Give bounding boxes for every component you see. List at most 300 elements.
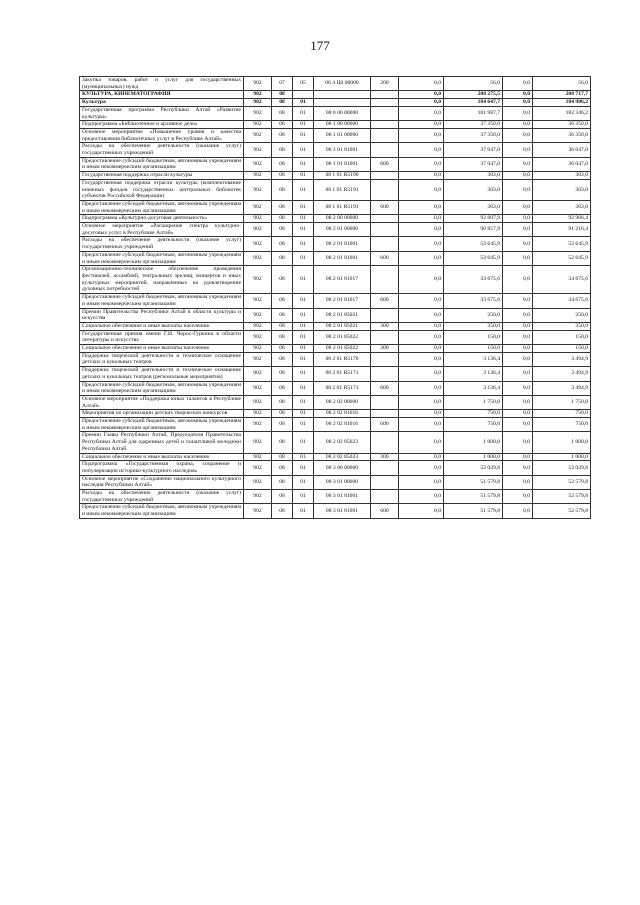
subsection-code: 01 [293, 308, 314, 322]
amount-4: 150,0 [533, 345, 591, 353]
amount-4: 150,0 [533, 330, 591, 344]
amount-4: 34 675,6 [533, 266, 591, 294]
expense-type-code [371, 330, 399, 344]
target-article-code: 08 2 00 00000 [314, 215, 371, 223]
section-code: 08 [272, 322, 293, 330]
amount-3: 0,0 [503, 308, 533, 322]
table-row [80, 200, 591, 214]
section-code: 08 [272, 99, 293, 107]
target-article-code: 08 0 00 00000 [314, 106, 371, 120]
ministry-code: 902 [244, 143, 272, 157]
subsection-code: 01 [293, 121, 314, 129]
amount-2: 51 579,8 [444, 490, 503, 504]
row-name: Премии Правительства Республики Алтай в области культуры и искусства [80, 308, 244, 322]
amount-3: 0,0 [503, 352, 533, 366]
section-code: 08 [272, 381, 293, 395]
amount-3: 0,0 [503, 490, 533, 504]
amount-4: 52 645,9 [533, 251, 591, 265]
table-row [80, 215, 591, 223]
amount-1: 0,0 [399, 223, 444, 237]
subsection-code: 01 [293, 490, 314, 504]
amount-4: 91 216,4 [533, 223, 591, 237]
row-name: Государственная премия имени Г.И. Чорос-Гуркина в области литературы и искусства [80, 330, 244, 344]
amount-3: 0,0 [503, 504, 533, 518]
expense-type-code: 300 [371, 453, 399, 461]
row-name: Организационно-техническое обеспечение проведения фестивалей, ассамблей, театральных зрелищ, концертов и иных культурных мероприятий, направленных на удовлетворение духовных потребностей [80, 266, 244, 294]
subsection-code: 01 [293, 432, 314, 453]
amount-3: 0,0 [503, 345, 533, 353]
section-code: 08 [272, 490, 293, 504]
ministry-code: 902 [244, 322, 272, 330]
section-code: 08 [272, 251, 293, 265]
amount-1: 0,0 [399, 352, 444, 366]
row-name: Премии Главы Республики Алтай, Председателя Правительства Республики Алтай для одаренных детей и талантливой молодежи Республики Алтай [80, 432, 244, 453]
amount-2: 303,0 [444, 200, 503, 214]
amount-3: 0,0 [503, 251, 533, 265]
target-article-code: 08 2 02 85023 [314, 432, 371, 453]
section-code: 08 [272, 215, 293, 223]
amount-2: 90 857,9 [444, 223, 503, 237]
ministry-code: 902 [244, 330, 272, 344]
section-code: 08 [272, 461, 293, 475]
table-row [80, 461, 591, 475]
ministry-code: 902 [244, 461, 272, 475]
row-name: Основное мероприятие «Повышение уровня и качества предоставления библиотечных услуг в Республике Алтай» [80, 128, 244, 142]
ministry-code: 902 [244, 237, 272, 251]
expense-type-code [371, 91, 399, 99]
amount-2: 181 987,7 [444, 106, 503, 120]
section-code: 08 [272, 352, 293, 366]
ministry-code: 902 [244, 200, 272, 214]
target-article-code: 08 2 02 81016 [314, 410, 371, 418]
subsection-code: 01 [293, 322, 314, 330]
amount-1: 0,0 [399, 251, 444, 265]
amount-4: 3 494,9 [533, 381, 591, 395]
amount-3: 0,0 [503, 453, 533, 461]
amount-1: 0,0 [399, 143, 444, 157]
amount-4: 3 494,9 [533, 367, 591, 381]
amount-3: 0,0 [503, 91, 533, 99]
row-name: Предоставление субсидий бюджетным, автономным учреждениям и иным некоммерческим организациям [80, 381, 244, 395]
amount-4: 34 675,6 [533, 294, 591, 308]
row-name: Поддержка творческой деятельности и техническое оснащение детских и кукольных театров [80, 352, 244, 366]
expense-type-code [371, 352, 399, 366]
target-article-code: 08 2 01 81001 [314, 237, 371, 251]
target-article-code: 08 3 01 00000 [314, 475, 371, 489]
table-row [80, 308, 591, 322]
amount-4: 1 000,0 [533, 453, 591, 461]
ministry-code: 902 [244, 490, 272, 504]
expense-type-code [371, 128, 399, 142]
target-article-code: 08 2 01 81017 [314, 266, 371, 294]
subsection-code: 01 [293, 106, 314, 120]
amount-4: 53 029,8 [533, 461, 591, 475]
amount-2: 51 579,8 [444, 475, 503, 489]
ministry-code: 902 [244, 121, 272, 129]
target-article-code [314, 99, 371, 107]
budget-table-body [80, 77, 591, 519]
expense-type-code [371, 172, 399, 180]
target-article-code: 08 2 01 85021 [314, 308, 371, 322]
amount-4: 52 579,8 [533, 475, 591, 489]
amount-3: 0,0 [503, 322, 533, 330]
amount-2: 53 645,9 [444, 251, 503, 265]
expense-type-code: 600 [371, 294, 399, 308]
expense-type-code [371, 266, 399, 294]
row-name: Поддержка творческой деятельности и техническое оснащение детских и кукольных театров (региональные мероприятия) [80, 367, 244, 381]
amount-1: 0,0 [399, 381, 444, 395]
amount-4: 52 579,8 [533, 504, 591, 518]
amount-1: 0,0 [399, 215, 444, 223]
row-name: КУЛЬТУРА, КИНЕМАТОГРАФИЯ [80, 91, 244, 99]
table-row [80, 432, 591, 453]
section-code: 08 [272, 418, 293, 432]
expense-type-code: 200 [371, 77, 399, 91]
amount-1: 0,0 [399, 475, 444, 489]
table-row [80, 128, 591, 142]
amount-4: 182 346,2 [533, 106, 591, 120]
amount-1: 0,0 [399, 172, 444, 180]
amount-3: 0,0 [503, 99, 533, 107]
amount-4: 56,0 [533, 77, 591, 91]
amount-3: 0,0 [503, 77, 533, 91]
amount-1: 0,0 [399, 453, 444, 461]
expense-type-code [371, 99, 399, 107]
row-name: Подпрограмма «Библиотечное и архивное дело» [80, 121, 244, 129]
table-row [80, 475, 591, 489]
table-row [80, 345, 591, 353]
target-article-code: 08 2 01 81001 [314, 251, 371, 265]
ministry-code: 902 [244, 223, 272, 237]
budget-table [79, 76, 591, 519]
amount-4: 250,0 [533, 322, 591, 330]
amount-4: 303,0 [533, 172, 591, 180]
target-article-code: 08 2 01 00000 [314, 223, 371, 237]
section-code: 08 [272, 330, 293, 344]
amount-4: 303,0 [533, 200, 591, 214]
subsection-code: 01 [293, 330, 314, 344]
amount-2: 92 607,9 [444, 215, 503, 223]
table-row [80, 418, 591, 432]
amount-1: 0,0 [399, 237, 444, 251]
amount-2: 37 047,0 [444, 143, 503, 157]
amount-2: 33 675,6 [444, 294, 503, 308]
section-code: 08 [272, 91, 293, 99]
section-code: 08 [272, 294, 293, 308]
page-number: 177 [310, 38, 330, 53]
ministry-code: 902 [244, 106, 272, 120]
ministry-code: 902 [244, 172, 272, 180]
target-article-code: 08 2 01 85022 [314, 330, 371, 344]
table-row [80, 237, 591, 251]
row-name: Расходы на обеспечение деятельности (оказание услуг) государственных учреждений [80, 143, 244, 157]
target-article-code: 08 1 01 81001 [314, 143, 371, 157]
ministry-code: 902 [244, 77, 272, 91]
amount-3: 0,0 [503, 432, 533, 453]
amount-2: 56,0 [444, 77, 503, 91]
ministry-code: 902 [244, 266, 272, 294]
row-name: Социальное обеспечение и иные выплаты населению [80, 453, 244, 461]
subsection-code: 01 [293, 352, 314, 366]
amount-3: 0,0 [503, 330, 533, 344]
amount-2: 303,0 [444, 179, 503, 200]
expense-type-code: 600 [371, 381, 399, 395]
section-code: 08 [272, 395, 293, 409]
table-row [80, 490, 591, 504]
amount-3: 0,0 [503, 418, 533, 432]
amount-2: 208 275,5 [444, 91, 503, 99]
section-code: 08 [272, 345, 293, 353]
amount-2: 750,0 [444, 418, 503, 432]
ministry-code: 902 [244, 294, 272, 308]
ministry-code: 902 [244, 453, 272, 461]
amount-3: 0,0 [503, 294, 533, 308]
amount-2: 3 136,4 [444, 367, 503, 381]
table-row [80, 223, 591, 237]
section-code: 08 [272, 200, 293, 214]
amount-4: 36 350,0 [533, 128, 591, 142]
subsection-code: 01 [293, 294, 314, 308]
table-row [80, 410, 591, 418]
amount-1: 0,0 [399, 418, 444, 432]
subsection-code: 05 [293, 77, 314, 91]
amount-1: 0,0 [399, 367, 444, 381]
amount-1: 0,0 [399, 490, 444, 504]
table-row [80, 367, 591, 381]
amount-1: 0,0 [399, 294, 444, 308]
subsection-code: 01 [293, 475, 314, 489]
row-name: Предоставление субсидий бюджетным, автономным учреждениям и иным некоммерческим организациям [80, 200, 244, 214]
amount-3: 0,0 [503, 143, 533, 157]
expense-type-code [371, 475, 399, 489]
ministry-code: 902 [244, 215, 272, 223]
amount-1: 0,0 [399, 504, 444, 518]
ministry-code: 902 [244, 157, 272, 171]
row-name: Основное мероприятие «Поддержка юных талантов в Республике Алтай» [80, 395, 244, 409]
section-code: 08 [272, 121, 293, 129]
table-row [80, 157, 591, 171]
amount-3: 0,0 [503, 128, 533, 142]
ministry-code: 902 [244, 99, 272, 107]
subsection-code: 01 [293, 143, 314, 157]
table-row [80, 172, 591, 180]
target-article-code: 08 2 01 85021 [314, 322, 371, 330]
row-name: Подпрограмма «Государственная охрана, сохранение и популяризация историко-культурного наследия» [80, 461, 244, 475]
row-name: Расходы на обеспечение деятельности (оказание услуг) государственных учреждений [80, 490, 244, 504]
table-row [80, 99, 591, 107]
amount-2: 52 029,8 [444, 461, 503, 475]
ministry-code: 902 [244, 418, 272, 432]
amount-2: 184 647,7 [444, 99, 503, 107]
table-row [80, 143, 591, 157]
amount-4: 1 000,0 [533, 432, 591, 453]
subsection-code: 01 [293, 223, 314, 237]
amount-3: 0,0 [503, 121, 533, 129]
target-article-code [314, 91, 371, 99]
amount-1: 0,0 [399, 266, 444, 294]
expense-type-code [371, 432, 399, 453]
section-code: 08 [272, 157, 293, 171]
row-name: Государственная программа Республики Алтай «Развитие культуры» [80, 106, 244, 120]
ministry-code: 902 [244, 395, 272, 409]
row-name: Подпрограмма «Культурно-досуговая деятельность» [80, 215, 244, 223]
expense-type-code [371, 237, 399, 251]
subsection-code: 01 [293, 395, 314, 409]
amount-1: 0,0 [399, 395, 444, 409]
amount-2: 303,0 [444, 172, 503, 180]
expense-type-code [371, 367, 399, 381]
table-row [80, 395, 591, 409]
expense-type-code [371, 490, 399, 504]
expense-type-code [371, 143, 399, 157]
subsection-code: 01 [293, 461, 314, 475]
section-code: 08 [272, 367, 293, 381]
row-name: Культура [80, 99, 244, 107]
ministry-code: 902 [244, 432, 272, 453]
expense-type-code: 300 [371, 345, 399, 353]
section-code: 08 [272, 475, 293, 489]
table-row [80, 453, 591, 461]
amount-4: 750,0 [533, 410, 591, 418]
amount-2: 150,0 [444, 345, 503, 353]
row-name: Мероприятия по организации детских творческих конкурсов [80, 410, 244, 418]
row-name: Основное мероприятие «Сохранение национального культурного наследия Республики Алтай» [80, 475, 244, 489]
table-row [80, 294, 591, 308]
target-article-code: 08 2 02 00000 [314, 395, 371, 409]
amount-3: 0,0 [503, 395, 533, 409]
table-row [80, 251, 591, 265]
amount-3: 0,0 [503, 157, 533, 171]
table-row [80, 381, 591, 395]
target-article-code: 08 1 01 00000 [314, 128, 371, 142]
subsection-code: 01 [293, 215, 314, 223]
ministry-code: 902 [244, 410, 272, 418]
section-code: 08 [272, 237, 293, 251]
expense-type-code [371, 308, 399, 322]
target-article-code: 08 1 01 R5190 [314, 172, 371, 180]
amount-3: 0,0 [503, 172, 533, 180]
target-article-code: 08 2 01 81017 [314, 294, 371, 308]
ministry-code: 902 [244, 475, 272, 489]
amount-2: 1 000,0 [444, 432, 503, 453]
subsection-code: 01 [293, 418, 314, 432]
amount-2: 53 645,9 [444, 237, 503, 251]
table-row [80, 91, 591, 99]
amount-1: 0,0 [399, 410, 444, 418]
amount-1: 0,0 [399, 106, 444, 120]
target-article-code: 08 2 02 85023 [314, 453, 371, 461]
target-article-code: 08 3 01 81001 [314, 504, 371, 518]
subsection-code: 01 [293, 179, 314, 200]
expense-type-code: 600 [371, 504, 399, 518]
expense-type-code: 600 [371, 251, 399, 265]
amount-2: 33 675,6 [444, 266, 503, 294]
expense-type-code [371, 215, 399, 223]
ministry-code: 902 [244, 345, 272, 353]
amount-4: 250,0 [533, 308, 591, 322]
expense-type-code: 600 [371, 418, 399, 432]
expense-type-code [371, 461, 399, 475]
target-article-code: 08 2 01 R5171 [314, 367, 371, 381]
row-name: Предоставление субсидий бюджетным, автономным учреждениям и иным некоммерческим организациям [80, 251, 244, 265]
expense-type-code: 300 [371, 322, 399, 330]
row-name: Социальное обеспечение и иные выплаты населению [80, 345, 244, 353]
ministry-code: 902 [244, 91, 272, 99]
amount-4: 184 986,2 [533, 99, 591, 107]
table-row [80, 106, 591, 120]
section-code: 07 [272, 77, 293, 91]
amount-4: 208 717,7 [533, 91, 591, 99]
subsection-code: 01 [293, 172, 314, 180]
table-row [80, 322, 591, 330]
section-code: 08 [272, 106, 293, 120]
amount-1: 0,0 [399, 308, 444, 322]
amount-3: 0,0 [503, 215, 533, 223]
subsection-code [293, 91, 314, 99]
subsection-code: 01 [293, 128, 314, 142]
target-article-code: 08 1 01 R5191 [314, 200, 371, 214]
subsection-code: 01 [293, 381, 314, 395]
row-name: Предоставление субсидий бюджетным, автономным учреждениям и иным некоммерческим организациям [80, 157, 244, 171]
target-article-code: 08 1 01 R5191 [314, 179, 371, 200]
subsection-code: 01 [293, 367, 314, 381]
target-article-code: 08 2 01 R5170 [314, 352, 371, 366]
target-article-code: 08 1 01 81001 [314, 157, 371, 171]
target-article-code: 08 2 01 R5171 [314, 381, 371, 395]
section-code: 08 [272, 308, 293, 322]
amount-4: 303,0 [533, 179, 591, 200]
section-code: 08 [272, 143, 293, 157]
amount-3: 0,0 [503, 223, 533, 237]
amount-1: 0,0 [399, 345, 444, 353]
amount-3: 0,0 [503, 106, 533, 120]
amount-1: 0,0 [399, 91, 444, 99]
amount-2: 750,0 [444, 410, 503, 418]
ministry-code: 902 [244, 179, 272, 200]
ministry-code: 902 [244, 128, 272, 142]
subsection-code: 01 [293, 251, 314, 265]
subsection-code: 01 [293, 99, 314, 107]
expense-type-code [371, 106, 399, 120]
expense-type-code [371, 121, 399, 129]
table-row [80, 266, 591, 294]
amount-4: 52 579,8 [533, 490, 591, 504]
amount-1: 0,0 [399, 77, 444, 91]
amount-4: 750,0 [533, 418, 591, 432]
expense-type-code: 600 [371, 200, 399, 214]
section-code: 08 [272, 504, 293, 518]
ministry-code: 902 [244, 367, 272, 381]
amount-2: 250,0 [444, 308, 503, 322]
subsection-code: 01 [293, 504, 314, 518]
expense-type-code [371, 410, 399, 418]
subsection-code: 01 [293, 410, 314, 418]
subsection-code: 01 [293, 157, 314, 171]
row-name: Предоставление субсидий бюджетным, автономным учреждениям и иным некоммерческим организациям [80, 418, 244, 432]
row-name: Основное мероприятие «Расширение спектра культурно-досуговых услуг в Республике Алтай» [80, 223, 244, 237]
amount-2: 51 579,8 [444, 504, 503, 518]
target-article-code: 08 3 01 81001 [314, 490, 371, 504]
amount-2: 37 350,0 [444, 128, 503, 142]
expense-type-code [371, 395, 399, 409]
ministry-code: 902 [244, 308, 272, 322]
section-code: 08 [272, 172, 293, 180]
amount-1: 0,0 [399, 157, 444, 171]
subsection-code: 01 [293, 266, 314, 294]
section-code: 08 [272, 266, 293, 294]
amount-1: 0,0 [399, 200, 444, 214]
target-article-code: 06 4 Ц0 00000 [314, 77, 371, 91]
